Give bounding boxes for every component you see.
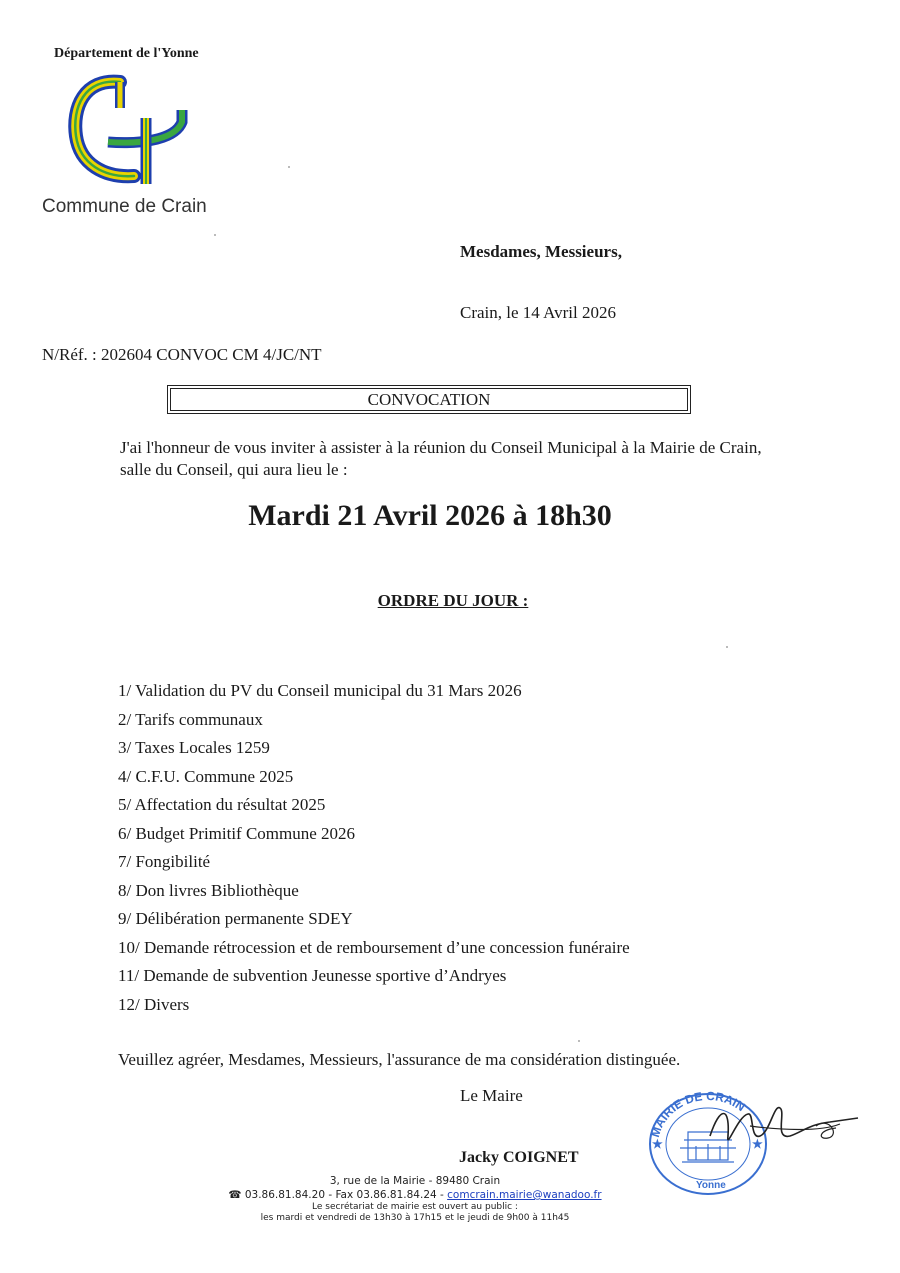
agenda-item: 4/ C.F.U. Commune 2025 — [118, 766, 294, 786]
place-date: Crain, le 14 Avril 2026 — [460, 303, 616, 322]
scan-speck — [288, 166, 290, 168]
agenda-item: 12/ Divers — [118, 994, 190, 1014]
scan-speck — [578, 1040, 580, 1042]
footer-hours: les mardi et vendredi de 13h30 à 17h15 et le jeudi de 9h00 à 11h45 — [260, 1213, 570, 1223]
agenda-item: 7/ Fongibilité — [118, 852, 211, 871]
agenda-item: 5/ Affectation du résultat 2025 — [118, 795, 326, 814]
agenda-item: 9/ Délibération permanente SDEY — [118, 909, 353, 928]
footer-hours: Le secrétariat de mairie est ouvert au public : — [312, 1202, 518, 1212]
footer-phone-line — [170, 1188, 660, 1202]
meeting-datetime: Mardi 21 Avril 2026 à 18h30 — [248, 499, 612, 532]
footer-address: 3, rue de la Mairie - 89480 Crain — [329, 1175, 501, 1187]
reference: N/Réf. : 202604 CONVOC CM 4/JC/NT — [42, 345, 322, 364]
agenda-item: 10/ Demande rétrocession et de remboursement d’une concession funéraire — [118, 937, 630, 957]
commune-name: Commune de Crain — [42, 196, 207, 217]
star-icon: ★ — [652, 1137, 663, 1151]
commune-logo — [64, 68, 194, 190]
agenda-item: 6/ Budget Primitif Commune 2026 — [118, 823, 356, 843]
agenda-item: 11/ Demande de subvention Jeunesse sportive d’Andryes — [118, 966, 507, 985]
stamp-top-text: MAIRIE DE CRAIN — [647, 1088, 748, 1139]
signatory-name: Jacky COIGNET — [459, 1149, 579, 1166]
intro-line: J'ai l'honneur de vous inviter à assister à la réunion du Conseil Municipal à la Mairie de Crain, — [120, 438, 762, 457]
scan-speck — [726, 646, 728, 648]
footer-contact — [170, 1174, 660, 1224]
scan-speck — [214, 234, 216, 236]
agenda-item: 1/ Validation du PV du Conseil municipal du 31 Mars 2026 — [118, 681, 522, 700]
greeting: Mesdames, Messieurs, — [460, 242, 622, 261]
signatory-role: Le Maire — [460, 1086, 523, 1105]
star-icon: ★ — [752, 1137, 763, 1151]
intro-line: salle du Conseil, qui aura lieu le : — [120, 460, 348, 479]
intro-paragraph — [120, 437, 820, 481]
handwritten-signature — [690, 1096, 860, 1156]
agenda-list — [118, 680, 630, 1022]
footer-phone-fax: ☎ 03.86.81.84.20 - Fax 03.86.81.84.24 - — [228, 1189, 448, 1201]
closing-formula: Veuillez agréer, Mesdames, Messieurs, l'assurance de ma considération distinguée. — [118, 1050, 681, 1069]
stamp-bottom-text: Yonne — [696, 1180, 726, 1191]
agenda-heading: ORDRE DU JOUR : — [377, 591, 529, 610]
agenda-item: 3/ Taxes Locales 1259 — [118, 738, 270, 757]
agenda-item: 2/ Tarifs communaux — [118, 709, 263, 729]
agenda-item: 8/ Don livres Bibliothèque — [118, 880, 299, 900]
email-link[interactable]: comcrain.mairie@wanadoo.fr — [447, 1189, 602, 1201]
department-label: Département de l'Yonne — [54, 46, 199, 61]
convocation-title: CONVOCATION — [170, 388, 688, 411]
